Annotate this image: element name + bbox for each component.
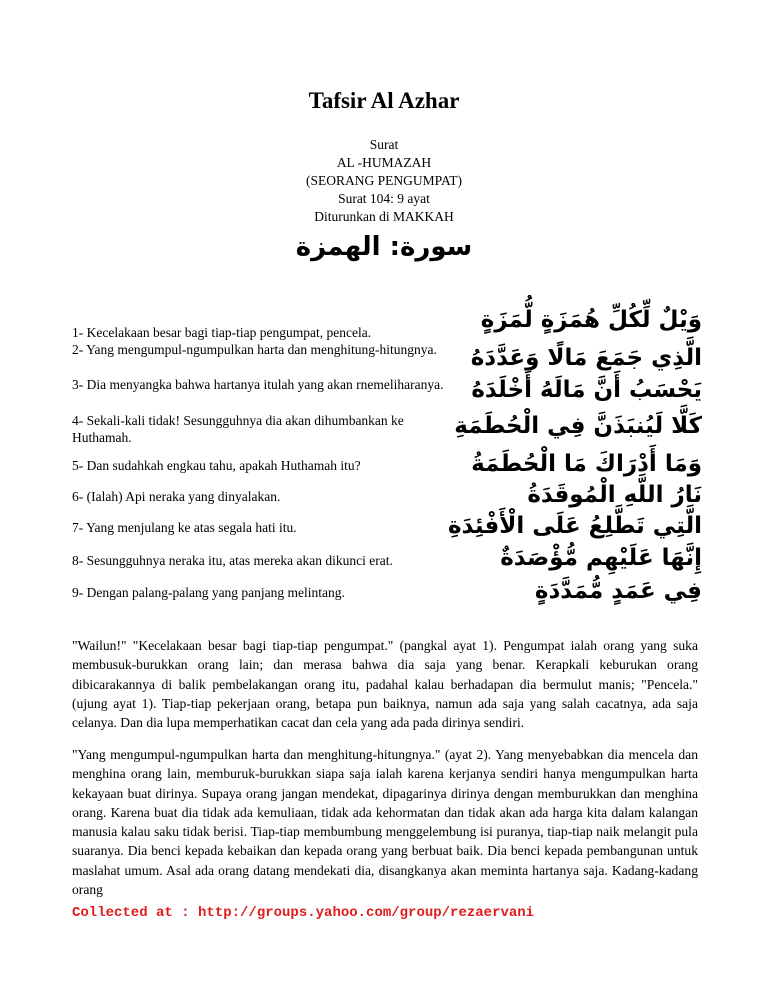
verse-arabic: الَّذِي جَمَعَ مَالًا وَعَدَّدَهُ (470, 345, 702, 371)
document-title: Tafsir Al Azhar (308, 88, 460, 113)
verse-translation: 7- Yang menjulang ke atas segala hati itu. (72, 520, 297, 535)
verse-translation: 9- Dengan palang-palang yang panjang melintang. (72, 585, 345, 600)
verse-arabic: نَارُ اللَّهِ الْمُوقَدَةُ (527, 482, 702, 508)
verse-arabic: وَيْلٌ لِّكُلِّ هُمَزَةٍ لُّمَزَةٍ (480, 307, 702, 333)
info-line: Surat 104: 9 ayat (338, 191, 430, 206)
verse-translation: 1- Kecelakaan besar bagi tiap-tiap pengumpat, pencela. (72, 325, 372, 340)
info-line: (SEORANG PENGUMPAT) (306, 173, 462, 188)
surah-arabic-name: سورة: الهمزة (295, 232, 473, 262)
verse-arabic: وَمَا أَدْرَاكَ مَا الْحُطَمَةُ (471, 451, 702, 477)
verse-arabic: إِنَّهَا عَلَيْهِم مُّؤْصَدَةٌ (500, 545, 702, 571)
info-line: Surat (369, 137, 399, 152)
verse-translation: 6- (Ialah) Api neraka yang dinyalakan. (72, 489, 281, 504)
verse-arabic: فِي عَمَدٍ مُّمَدَّدَةٍ (534, 578, 702, 604)
verse-arabic: يَحْسَبُ أَنَّ مَالَهُ أَخْلَدَهُ (471, 377, 702, 403)
verse-arabic: كَلَّا لَيُنبَذَنَّ فِي الْحُطَمَةِ (454, 413, 702, 439)
verse-translation: 8- Sesungguhnya neraka itu, atas mereka akan dikunci erat. (72, 553, 393, 568)
info-line: Diturunkan di MAKKAH (314, 209, 454, 224)
verse-translation: 3- Dia menyangka bahwa hartanya itulah yang akan rnemeliharanya. (72, 377, 444, 392)
info-line: AL -HUMAZAH (336, 155, 432, 170)
verse-translation: 2- Yang mengumpul-ngumpulkan harta dan menghitung-hitungnya. (72, 342, 437, 357)
surah-info (0, 136, 768, 226)
verse-translation: 4- Sekali-kali tidak! Sesungguhnya dia akan dihumbankan ke Huthamah. (72, 413, 404, 445)
verse-translation: 5- Dan sudahkah engkau tahu, apakah Huthamah itu? (72, 458, 361, 473)
verse-arabic: الَّتِي تَطَّلِعُ عَلَى الْأَفْئِدَةِ (447, 513, 702, 539)
commentary-paragraph: "Yang mengumpul-ngumpulkan harta dan menghitung-hitungnya." (ayat 2). Yang menyebabkan dia mencela dan menghina orang lain, memburuk-burukkan siapa saja ialah karena kerjanya sendiri hanya mengumpulkan harta kekayaan buat dirinya. Supaya orang jangan mendekat, dipagarinya dirinya dengan memburukkan dan menghina orang. Karena buat dia tidak ada kemuliaan, tidak ada kehormatan dan tidak akan ada harga kita dalam kalangan manusia kalau saku tidak berisi. Tiap-tiap membumbung menggelembung isi puranya, tiap-tiap naik melangit pula suaranya. Dia benci kepada kebaikan dan kepada orang yang berbuat baik. Dia benci kepada pembangunan untuk maslahat umum. Asal ada orang datang mendekati dia, disangkanya akan meminta hartanya saja. Kadang-kadang orang (72, 747, 698, 898)
commentary-paragraph: "Wailun!" "Kecelakaan besar bagi tiap-tiap pengumpat." (pangkal ayat 1). Pengumpat ialah orang yang suka membusuk-burukkan orang lain; dan merasa bahwa dia saja yang benar. Kerapkali keburukan orang dibicarakannya di balik pembelakangan orang itu, padahal kalau berhadapan dia bermulut manis; "Pencela." (ujung ayat 1). Tiap-tiap pekerjaan orang, betapa pun baiknya, namun ada saja yang salah cacatnya, ada saja celanya. Dan dia lupa memperhatikan cacat dan cela yang ada pada dirinya sendiri. (72, 638, 698, 731)
footer-link[interactable]: Collected at : http://groups.yahoo.com/group/rezaervani (72, 905, 535, 921)
